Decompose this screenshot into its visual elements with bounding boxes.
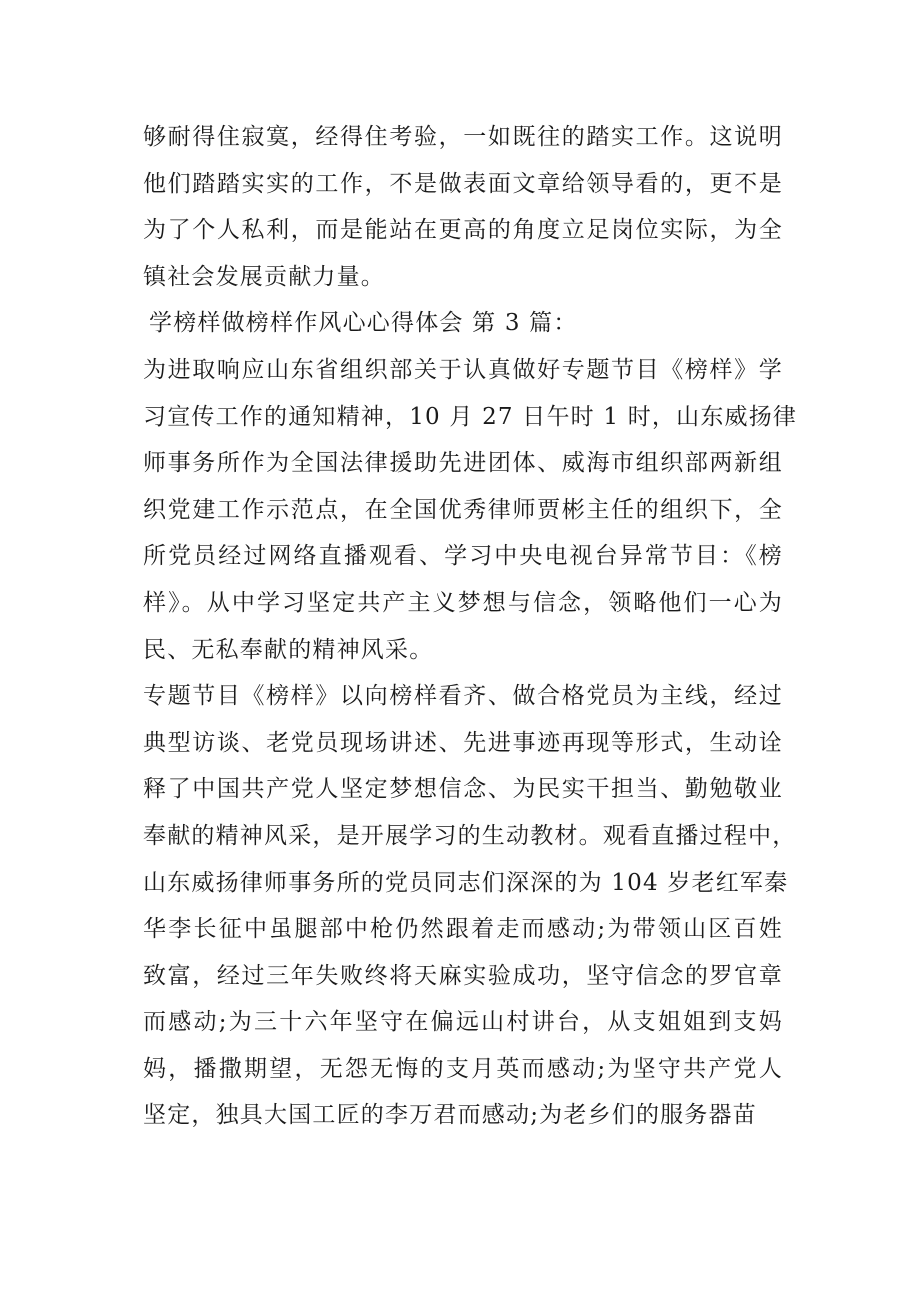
heading-text: 学榜样做榜样作风心心得体会 第 3 篇： [149,310,578,337]
text-line: 专题节目《榜样》以向榜样看齐、做合格党员为主线，经过 [143,683,783,710]
text-line: 释了中国共产党人坚定梦想信念、为民实干担当、勤勉敬业 [143,776,783,803]
text-line: 为了个人私利，而是能站在更高的角度立足岗位实际，为全 [143,217,783,244]
document-page [143,114,798,1139]
text-line: 民、无私奉献的精神风采。 [143,636,434,663]
paragraph-continued [143,114,783,300]
text-line: 为进取响应山东省组织部关于认真做好专题节目《榜样》学 [143,356,783,383]
text-line: 致富，经过三年失败终将天麻实验成功，坚守信念的罗官章 [143,962,783,989]
section-heading [143,300,783,347]
text-line: 织党建工作示范点，在全国优秀律师贾彬主任的组织下，全 [143,496,783,523]
text-line: 华李长征中虽腿部中枪仍然跟着走而感动;为带领山区百姓 [143,916,783,943]
text-line: 山东威扬律师事务所的党员同志们深深的为 104 岁老红军秦 [143,869,789,896]
text-line: 奉献的精神风采，是开展学习的生动教材。观看直播过程中， [143,822,797,849]
text-line: 习宣传工作的通知精神，10 月 27 日午时 1 时，山东威扬律 [143,403,798,430]
paragraph-intro [143,347,798,673]
text-line: 而感动;为三十六年坚守在偏远山村讲台，从支姐姐到支妈 [143,1009,783,1036]
text-line: 典型访谈、老党员现场讲述、先进事迹再现等形式，生动诠 [143,729,783,756]
text-line: 他们踏踏实实的工作，不是做表面文章给领导看的，更不是 [143,170,783,197]
text-line: 妈，播撒期望，无怨无悔的支月英而感动;为坚守共产党人 [143,1055,783,1082]
text-line: 坚定，独具大国工匠的李万君而感动;为老乡们的服务器苗 [143,1102,757,1129]
paragraph-program [143,673,797,1139]
text-line: 够耐得住寂寞，经得住考验，一如既往的踏实工作。这说明 [143,124,783,150]
text-line: 镇社会发展贡献力量。 [143,263,385,290]
text-line: 所党员经过网络直播观看、学习中央电视台异常节目：《榜 [143,543,783,570]
text-line: 样》。从中学习坚定共产主义梦想与信念，领略他们一心为 [143,589,783,616]
text-line: 师事务所作为全国法律援助先进团体、威海市组织部两新组 [143,450,783,477]
